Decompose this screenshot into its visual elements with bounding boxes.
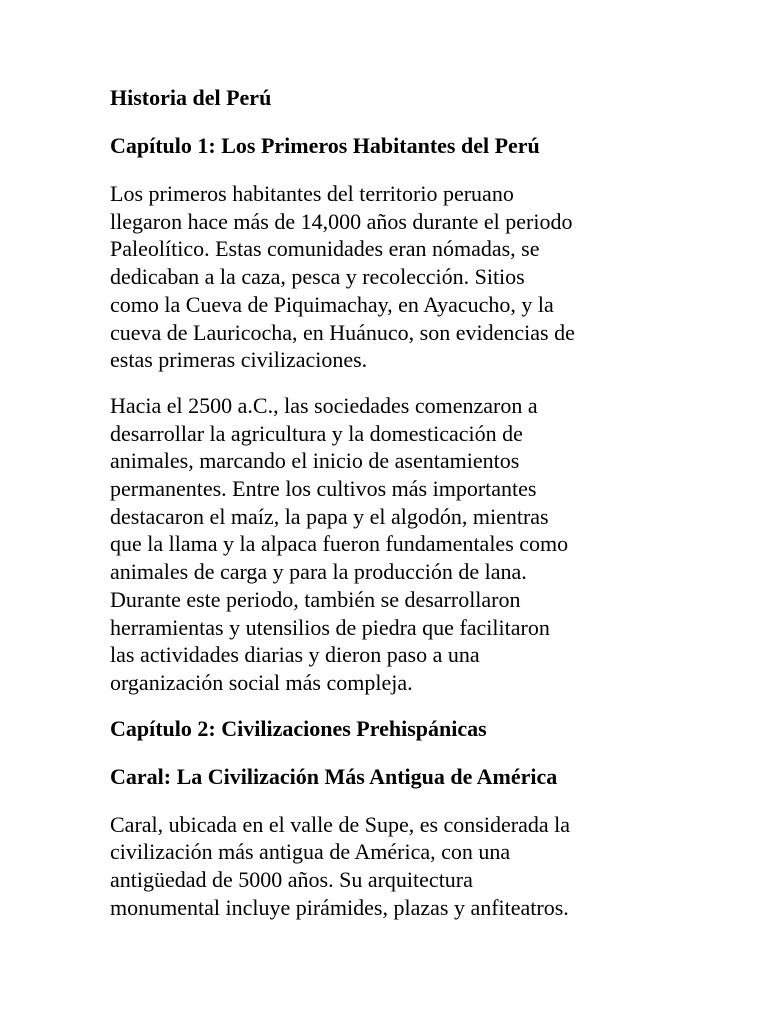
text-line: organización social más compleja. — [110, 669, 413, 695]
text-line: como la Cueva de Piquimachay, en Ayacucho, y la — [110, 291, 554, 317]
text-line: Los primeros habitantes del territorio peruano — [110, 181, 514, 206]
text-line: dedicaban a la caza, pesca y recolección. Sitios — [110, 264, 525, 290]
text-line: destacaron el maíz, la papa y el algodón, mientras — [110, 503, 549, 529]
text-line: herramientas y utensilios de piedra que facilitaron — [110, 614, 550, 640]
text-line: monumental incluye pirámides, plazas y anfiteatros. — [110, 894, 569, 920]
document-page — [110, 84, 670, 939]
text-line: cueva de Lauricocha, en Huánuco, son evidencias de — [110, 319, 575, 345]
text-line: animales de carga y para la producción de lana. — [110, 559, 527, 585]
caral-subheading: Caral: La Civilización Más Antigua de América — [110, 763, 558, 789]
document-title: Historia del Perú — [110, 85, 272, 110]
text-line: Durante este periodo, también se desarrollaron — [110, 586, 521, 612]
chapter-2-heading: Capítulo 2: Civilizaciones Prehispánicas — [110, 715, 487, 741]
text-line: las actividades diarias y dieron paso a una — [110, 642, 480, 668]
chapter-1-heading: Capítulo 1: Los Primeros Habitantes del Perú — [110, 133, 540, 158]
text-line: desarrollar la agricultura y la domesticación de — [110, 420, 523, 446]
text-line: Caral, ubicada en el valle de Supe, es considerada la — [110, 811, 570, 837]
text-line: antigüedad de 5000 años. Su arquitectura — [110, 867, 473, 893]
text-line: estas primeras civilizaciones. — [110, 347, 368, 373]
text-line: llegaron hace más de 14,000 años durante el periodo — [110, 208, 573, 234]
text-line: animales, marcando el inicio de asentamientos — [110, 448, 520, 474]
text-line: civilización más antigua de América, con una — [110, 839, 511, 865]
text-line: Paleolítico. Estas comunidades eran nómadas, se — [110, 236, 540, 262]
text-line: que la llama y la alpaca fueron fundamentales como — [110, 531, 569, 557]
text-line: permanentes. Entre los cultivos más importantes — [110, 476, 537, 502]
chapter-1-paragraph-2 — [110, 392, 670, 697]
chapter-2-paragraph-1 — [110, 811, 670, 922]
text-line: Hacia el 2500 a.C., las sociedades comenzaron a — [110, 392, 538, 418]
chapter-1-paragraph-1 — [110, 180, 670, 374]
